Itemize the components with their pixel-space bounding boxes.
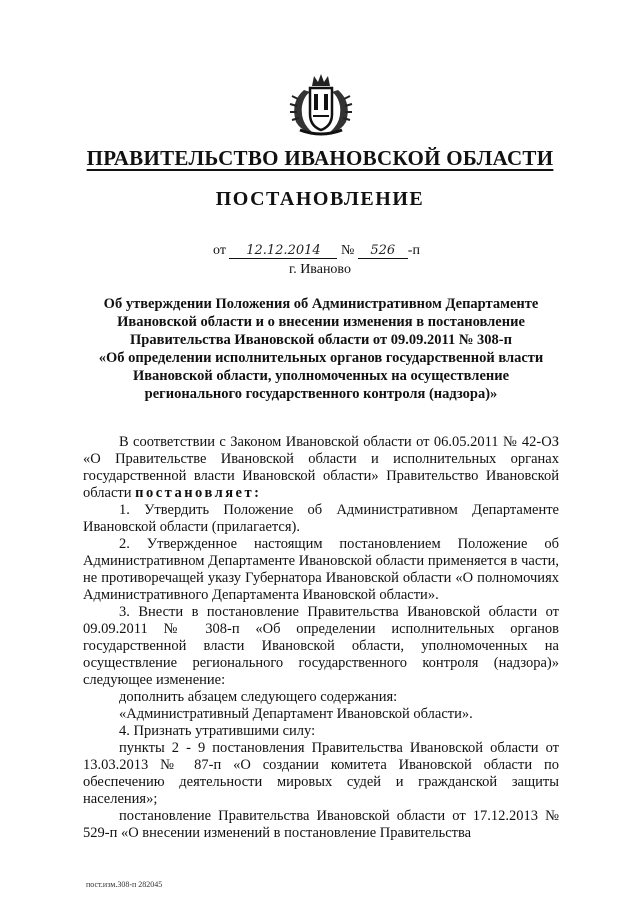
item-1: 1. Утвердить Положение об Административном Департаменте Ивановской области (прилагается). xyxy=(83,502,559,535)
date-prefix: от xyxy=(213,243,226,258)
document-subject xyxy=(82,295,560,403)
item-4-repealed-1: пункты 2 - 9 постановления Правительства Ивановской области от 13.03.2013 № 87-п «О создании комитета Ивановской области по обеспечению деятельности мировых судей и гражданской защиты населения»; xyxy=(83,740,559,807)
subject-line: Ивановской области и о внесении изменения в постановление xyxy=(117,314,525,330)
subject-line: Ивановской области, уполномоченных на осуществление xyxy=(132,368,510,384)
document-type: ПОСТАНОВЛЕНИЕ xyxy=(215,188,425,210)
number-suffix: -п xyxy=(407,243,420,258)
preamble-text: В соответствии с Законом Ивановской области от 06.05.2011 № 42-ОЗ «О Правительстве Ивановской области и исполнительных органах государственной власти Ивановской области» Правительство Ивановской области xyxy=(83,434,559,501)
preamble-paragraph xyxy=(83,434,559,502)
city: г. Иваново xyxy=(289,262,351,277)
item-4-repealed-2: постановление Правительства Ивановской области от 17.12.2013 № 529-п «О внесении изменений в постановление Правительства xyxy=(83,808,559,841)
handwritten-date: 12.12.2014 xyxy=(229,243,337,259)
footer-code: пост.изм.308-п 282045 xyxy=(86,880,163,889)
resolves-word: постановляет: xyxy=(135,485,262,501)
subject-line: Правительства Ивановской области от 09.09.2011 № 308-п xyxy=(130,332,512,348)
subject-line: «Об определении исполнительных органов государственной власти xyxy=(98,350,544,366)
coat-of-arms-icon xyxy=(282,72,360,138)
subject-line: Об утверждении Положения об Административном Департаменте xyxy=(103,296,539,312)
item-4: 4. Признать утратившими силу: xyxy=(119,723,316,739)
item-3-amendment-text: «Административный Департамент Ивановской области». xyxy=(119,706,473,722)
subject-line: регионального государственного контроля (надзора)» xyxy=(144,386,498,402)
organization-title: ПРАВИТЕЛЬСТВО ИВАНОВСКОЙ ОБЛАСТИ xyxy=(86,146,554,170)
date-number-line xyxy=(213,243,420,259)
number-label: № xyxy=(340,243,355,258)
item-2: 2. Утвержденное настоящим постановлением Положение об Административном Департаменте Ивановской области применяется в части, не противоречащей указу Губернатора Ивановской области «О полномочиях Административного Департамента Ивановской области». xyxy=(83,536,559,603)
handwritten-number: 526 xyxy=(358,243,408,259)
item-3: 3. Внести в постановление Правительства Ивановской области от 09.09.2011 № 308-п «Об определении исполнительных органов государственной власти Ивановской области, уполномоченных на осуществление регионального государственного контроля (надзора)» следующее изменение: xyxy=(83,604,559,688)
item-3-amendment-intro: дополнить абзацем следующего содержания: xyxy=(119,689,398,705)
document-body xyxy=(83,434,559,842)
